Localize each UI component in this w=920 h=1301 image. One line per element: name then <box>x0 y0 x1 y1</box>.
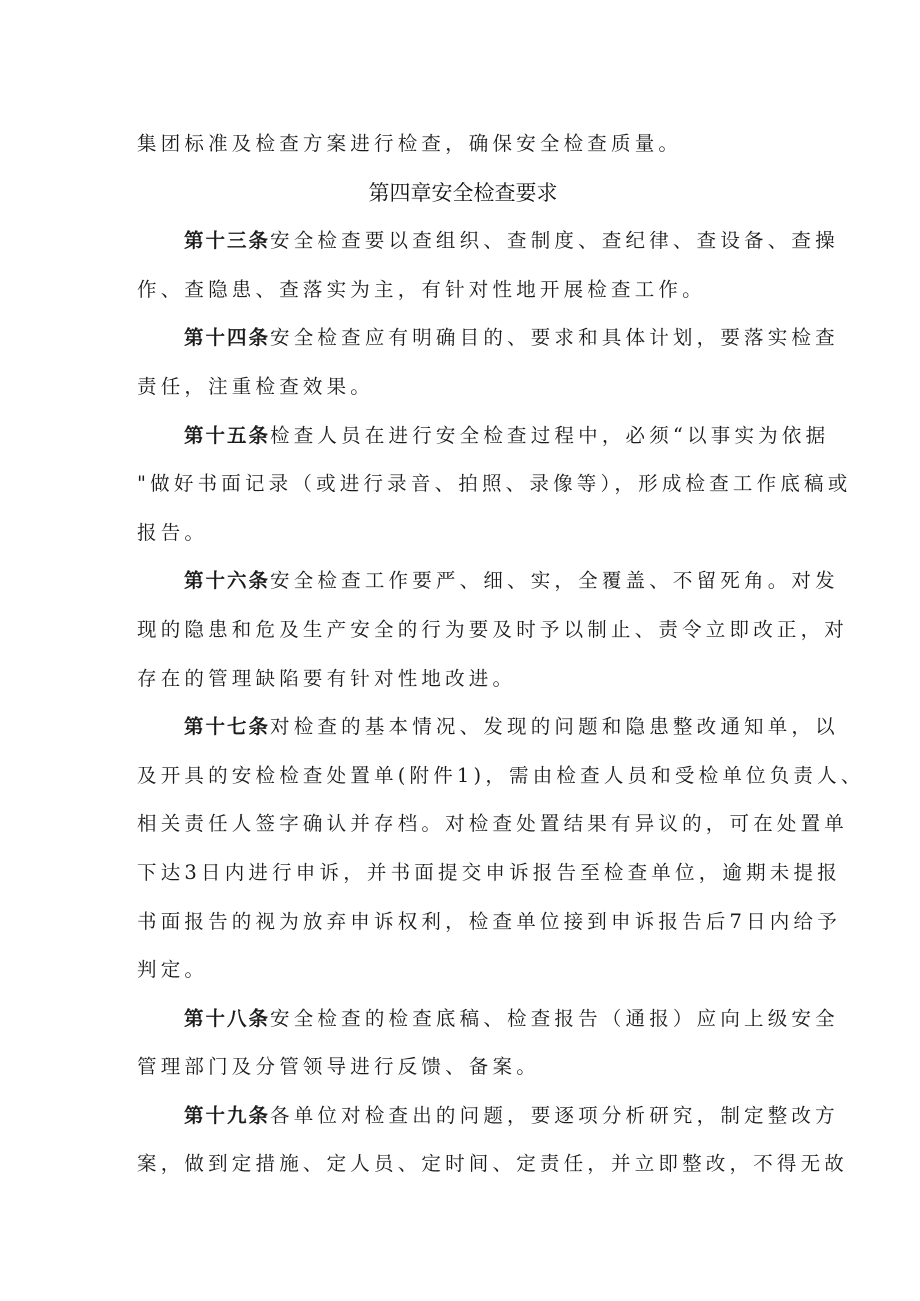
article-text: 存在的管理缺陷要有针对性地改进。 <box>137 666 517 690</box>
article-text: 作、查隐患、查落实为主，有针对性地开展检查工作。 <box>137 277 706 301</box>
article-16 <box>137 557 849 703</box>
article-label: 第十六条 <box>184 569 271 593</box>
article-18 <box>137 995 839 1092</box>
article-text: 书面报告的视为放弃申诉权利，检查单位接到申诉报告后7日内给予 <box>137 909 841 933</box>
article-label: 第十八条 <box>184 1006 271 1030</box>
article-text: 管理部门及分管领导进行反馈、备案。 <box>137 1055 540 1079</box>
article-label: 第十七条 <box>184 715 271 739</box>
article-text: 安全检查应有明确目的、要求和具体计划，要落实检查 <box>270 326 839 350</box>
article-14 <box>137 314 839 411</box>
article-text: "做好书面记录（或进行录音、拍照、录像等），形成检查工作底稿或 <box>137 472 852 496</box>
article-19 <box>137 1092 849 1189</box>
article-label: 第十四条 <box>184 326 271 350</box>
article-label: 第十九条 <box>184 1103 271 1127</box>
chapter-heading: 第四章安全检查要求 <box>368 180 558 205</box>
article-text: 检查人员在进行安全检查过程中，必须“以事实为依据 <box>270 423 830 447</box>
article-label: 第十五条 <box>184 423 271 447</box>
article-text: 案，做到定措施、定人员、定时间、定责任，并立即整改，不得无故 <box>137 1152 849 1176</box>
article-17 <box>137 703 865 995</box>
document-page <box>137 120 865 1189</box>
article-13 <box>137 217 839 314</box>
article-text: 各单位对检查出的问题，要逐项分析研究，制定整改方 <box>270 1103 839 1127</box>
article-text: 下达3日内进行申诉，并书面提交申诉报告至检查单位，逾期未提报 <box>137 860 841 884</box>
article-text: 责任，注重检查效果。 <box>137 374 375 398</box>
article-text: 判定。 <box>137 958 209 982</box>
article-text: 现的隐患和危及生产安全的行为要及时予以制止、责令立即改正，对 <box>137 617 849 641</box>
article-text: 对检查的基本情况、发现的问题和隐患整改通知单，以 <box>270 715 839 739</box>
article-text: 安全检查的检查底稿、检查报告（通报）应向上级安全 <box>270 1006 839 1030</box>
article-text: 安全检查工作要严、细、实，全覆盖、不留死角。对发 <box>270 569 839 593</box>
article-15 <box>137 412 852 558</box>
article-text: 报告。 <box>137 520 209 544</box>
article-text: 相关责任人签字确认并存档。对检查处置结果有异议的，可在处置单 <box>137 812 849 836</box>
article-text: 安全检查要以查组织、查制度、查纪律、查设备、查操 <box>270 229 839 253</box>
carryover-paragraph: 集团标准及检查方案进行检查，确保安全检查质量。 <box>137 132 683 155</box>
article-text: 及开具的安检检查处置单(附件1)，需由检查人员和受检单位负责人、 <box>137 763 865 787</box>
article-label: 第十三条 <box>184 229 271 253</box>
